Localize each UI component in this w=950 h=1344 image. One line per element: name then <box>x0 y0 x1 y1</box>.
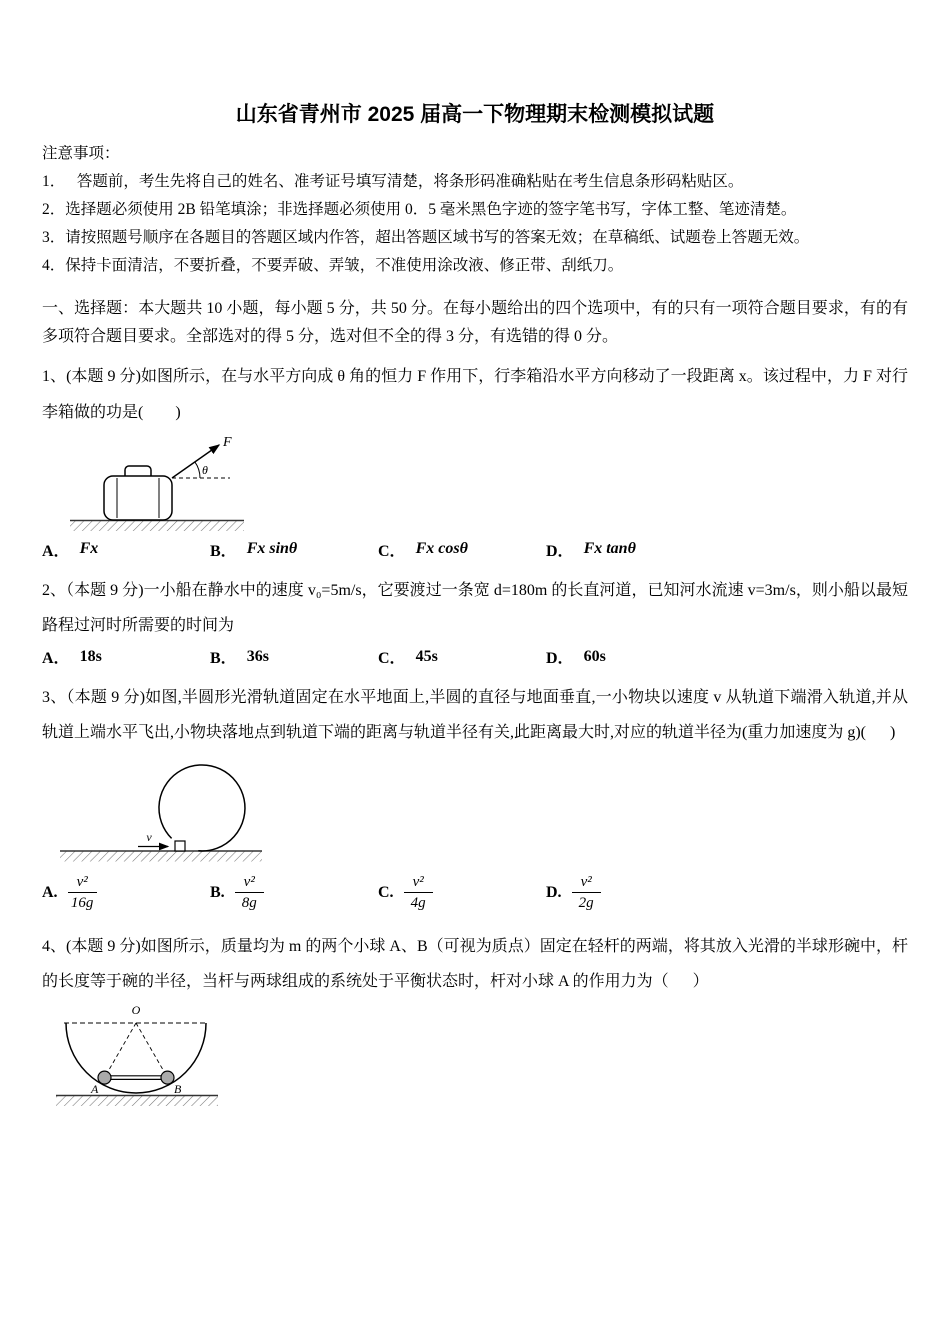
notice-section <box>42 140 908 279</box>
option-label: B. <box>210 883 225 901</box>
velocity-label: v <box>146 829 152 844</box>
fraction-denominator: 2g <box>578 895 594 912</box>
center-label: O <box>131 1003 141 1018</box>
exam-paper-page <box>42 98 908 1107</box>
option-value: 45s <box>415 647 438 665</box>
option-label: B． <box>210 650 237 668</box>
question-2-text: 2、（本题 9 分)一小船在静水中的速度 v₀=5m/s，它要渡过一条宽 d=180m 的长直河道，已知河水流速 v=3m/s，则小船以最短路程过河时所需要的时间为 <box>42 581 908 635</box>
ground-hatch <box>70 521 244 531</box>
option-label: C． <box>378 650 406 668</box>
fraction-denominator: 16g <box>70 895 94 912</box>
option-label: A． <box>42 650 70 668</box>
fraction-numerator: v² <box>68 873 97 894</box>
fraction-denominator: 8g <box>241 895 257 912</box>
question-1-figure <box>62 432 908 536</box>
option-c <box>378 645 546 668</box>
radius-dashed-line-b <box>136 1023 168 1078</box>
question-4-figure <box>50 1001 908 1107</box>
option-value: 36s <box>246 647 269 665</box>
option-value: 18s <box>79 647 102 665</box>
suitcase-body <box>104 476 172 520</box>
question-1 <box>42 359 908 560</box>
option-label: C. <box>378 883 394 901</box>
option-b <box>210 645 378 668</box>
question-3-options <box>42 873 908 914</box>
force-label: F <box>223 434 232 450</box>
question-1-options <box>42 538 908 561</box>
page-title: 山东省青州市 2025 届高一下物理期末检测模拟试题 <box>235 103 715 126</box>
option-c <box>378 538 546 561</box>
notice-item: 4．保持卡面清洁，不要折叠，不要弄破、弄皱，不准使用涂改液、修正带、刮纸刀。 <box>42 256 624 274</box>
option-a <box>42 645 210 668</box>
notice-item: 3．请按照题号顺序在各题目的答题区域内作答，超出答题区域书写的答案无效；在草稿纸、试题卷上答题无效。 <box>42 228 810 246</box>
fraction <box>68 873 97 914</box>
option-d <box>546 873 601 914</box>
option-label: D． <box>546 542 574 560</box>
option-a <box>42 538 210 561</box>
option-a <box>42 873 210 914</box>
option-label: B． <box>210 542 237 560</box>
fraction <box>572 873 601 914</box>
angle-arc <box>195 462 200 478</box>
angle-label: θ <box>202 462 208 477</box>
section-one-heading: 一、选择题：本大题共 10 小题，每小题 5 分，共 50 分。在每小题给出的四个选项中，有的只有一项符合题目要求，有的有多项符合题目要求。全部选对的得 5 分，选对但不全的得 3 分，有选错的得 0 分。 <box>42 300 908 346</box>
option-label: D. <box>546 883 562 901</box>
option-value: 60s <box>583 647 606 665</box>
option-label: D． <box>546 650 574 668</box>
notice-item: 2．选择题必须使用 2B 铅笔填涂；非选择题必须使用 0．5 毫米黑色字迹的签字笔书写，字体工整、笔迹清楚。 <box>42 200 797 218</box>
option-d <box>546 645 606 668</box>
ball-b-label: B <box>174 1082 182 1097</box>
force-arrow <box>172 445 219 478</box>
ground-hatch <box>56 1096 218 1106</box>
circular-track-diagram <box>54 753 269 865</box>
ball-b <box>161 1072 174 1085</box>
question-1-text: 1、(本题 9 分)如图所示，在与水平方向成 θ 角的恒力 F 作用下，行李箱沿水平方向移动了一段距离 x。该过程中，力 F 对行李箱做的功是( ) <box>42 368 908 421</box>
option-b <box>210 873 378 914</box>
fraction <box>404 873 433 914</box>
ball-a <box>98 1072 111 1085</box>
option-value: Fx tanθ <box>583 540 636 558</box>
question-3 <box>42 680 908 913</box>
ground-hatch <box>60 851 262 861</box>
option-d <box>546 538 636 561</box>
question-2 <box>42 573 908 668</box>
option-value: Fx cosθ <box>415 540 468 558</box>
suitcase-force-diagram <box>62 432 252 536</box>
fraction-denominator: 4g <box>410 895 426 912</box>
option-value: Fx sinθ <box>246 540 298 558</box>
option-label: A. <box>42 883 58 901</box>
option-label: C． <box>378 542 406 560</box>
question-4-text: 4、(本题 9 分)如图所示，质量均为 m 的两个小球 A、B（可视为质点）固定在轻杆的两端，将其放入光滑的半球形碗中，杆的长度等于碗的半径，当杆与两球组成的系统处于平衡状态时，杆对小球 A 的作用力为（ ） <box>42 938 908 991</box>
option-c <box>378 873 546 914</box>
hemispherical-bowl-diagram <box>50 1001 225 1107</box>
option-b <box>210 538 378 561</box>
option-label: A． <box>42 542 70 560</box>
fraction-numerator: v² <box>404 873 433 894</box>
bowl-arc <box>66 1023 206 1093</box>
ball-a-label: A <box>91 1082 99 1097</box>
fraction-numerator: v² <box>235 873 264 894</box>
circular-track <box>159 765 245 851</box>
question-3-text: 3、（本题 9 分)如图,半圆形光滑轨道固定在水平地面上,半圆的直径与地面垂直,一小物块以速度 v 从轨道下端滑入轨道,并从轨道上端水平飞出,小物块落地点到轨道下端的距离与轨道半径有关,此距离最大时,对应的轨道半径为(重力加速度为 g)( ) <box>42 689 908 742</box>
notice-header: 注意事项： <box>42 145 120 162</box>
notice-item: 1． 答题前，考生先将自己的姓名、准考证号填写清楚，将条形码准确粘贴在考生信息条形码粘贴区。 <box>42 172 744 190</box>
question-3-figure <box>54 753 908 865</box>
fraction <box>235 873 264 914</box>
suitcase-handle <box>125 466 151 476</box>
fraction-numerator: v² <box>572 873 601 894</box>
radius-dashed-line-a <box>105 1023 137 1078</box>
question-2-options <box>42 645 908 668</box>
question-4 <box>42 929 908 1107</box>
block <box>175 841 185 851</box>
option-value: Fx <box>79 540 99 558</box>
